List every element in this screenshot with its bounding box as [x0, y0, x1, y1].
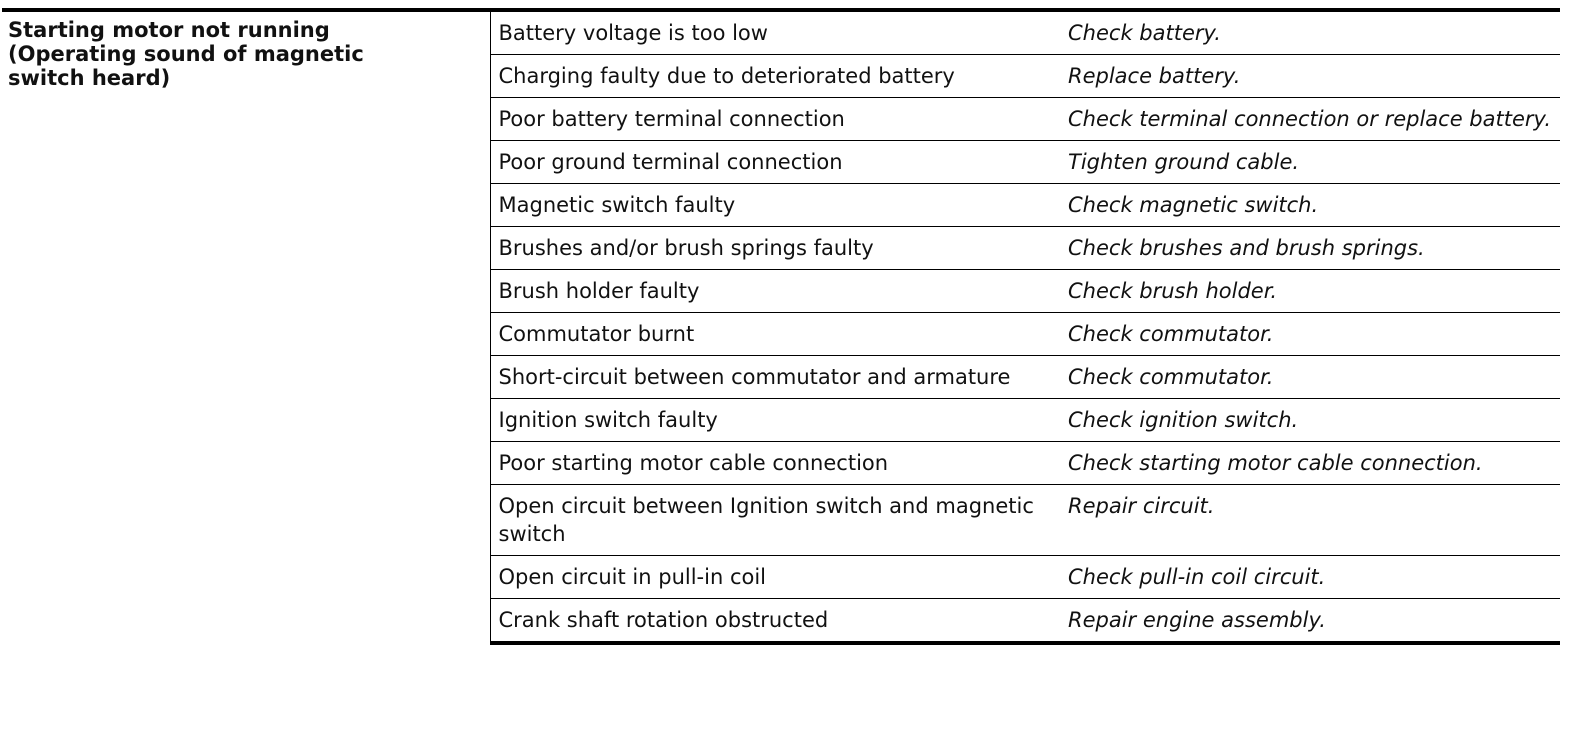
remedy-cell: Check ignition switch.	[1060, 399, 1560, 442]
remedy-cell: Check brush holder.	[1060, 270, 1560, 313]
cause-cell: Brush holder faulty	[490, 270, 1060, 313]
cause-cell: Open circuit in pull-in coil	[490, 556, 1060, 599]
remedy-cell: Check pull-in coil circuit.	[1060, 556, 1560, 599]
cause-cell: Poor battery terminal connection	[490, 98, 1060, 141]
cause-cell: Charging faulty due to deteriorated battery	[490, 55, 1060, 98]
table-row	[2, 10, 1560, 55]
remedy-cell: Check brushes and brush springs.	[1060, 227, 1560, 270]
remedy-cell: Replace battery.	[1060, 55, 1560, 98]
cause-cell: Poor ground terminal connection	[490, 141, 1060, 184]
remedy-cell: Check terminal connection or replace battery.	[1060, 98, 1560, 141]
remedy-cell: Tighten ground cable.	[1060, 141, 1560, 184]
cause-cell: Battery voltage is too low	[490, 10, 1060, 55]
symptom-cell: Starting motor not running (Operating sound of magnetic switch heard)	[2, 10, 490, 643]
cause-cell: Commutator burnt	[490, 313, 1060, 356]
cause-cell: Open circuit between Ignition switch and magnetic switch	[490, 485, 1060, 556]
remedy-cell: Repair engine assembly.	[1060, 599, 1560, 644]
remedy-cell: Check commutator.	[1060, 356, 1560, 399]
cause-cell: Magnetic switch faulty	[490, 184, 1060, 227]
remedy-cell: Check starting motor cable connection.	[1060, 442, 1560, 485]
remedy-cell: Check magnetic switch.	[1060, 184, 1560, 227]
remedy-cell: Check battery.	[1060, 10, 1560, 55]
cause-cell: Brushes and/or brush springs faulty	[490, 227, 1060, 270]
cause-cell: Crank shaft rotation obstructed	[490, 599, 1060, 644]
cause-cell: Poor starting motor cable connection	[490, 442, 1060, 485]
remedy-cell: Check commutator.	[1060, 313, 1560, 356]
cause-cell: Short-circuit between commutator and armature	[490, 356, 1060, 399]
troubleshooting-table	[2, 8, 1560, 645]
cause-cell: Ignition switch faulty	[490, 399, 1060, 442]
remedy-cell: Repair circuit.	[1060, 485, 1560, 556]
